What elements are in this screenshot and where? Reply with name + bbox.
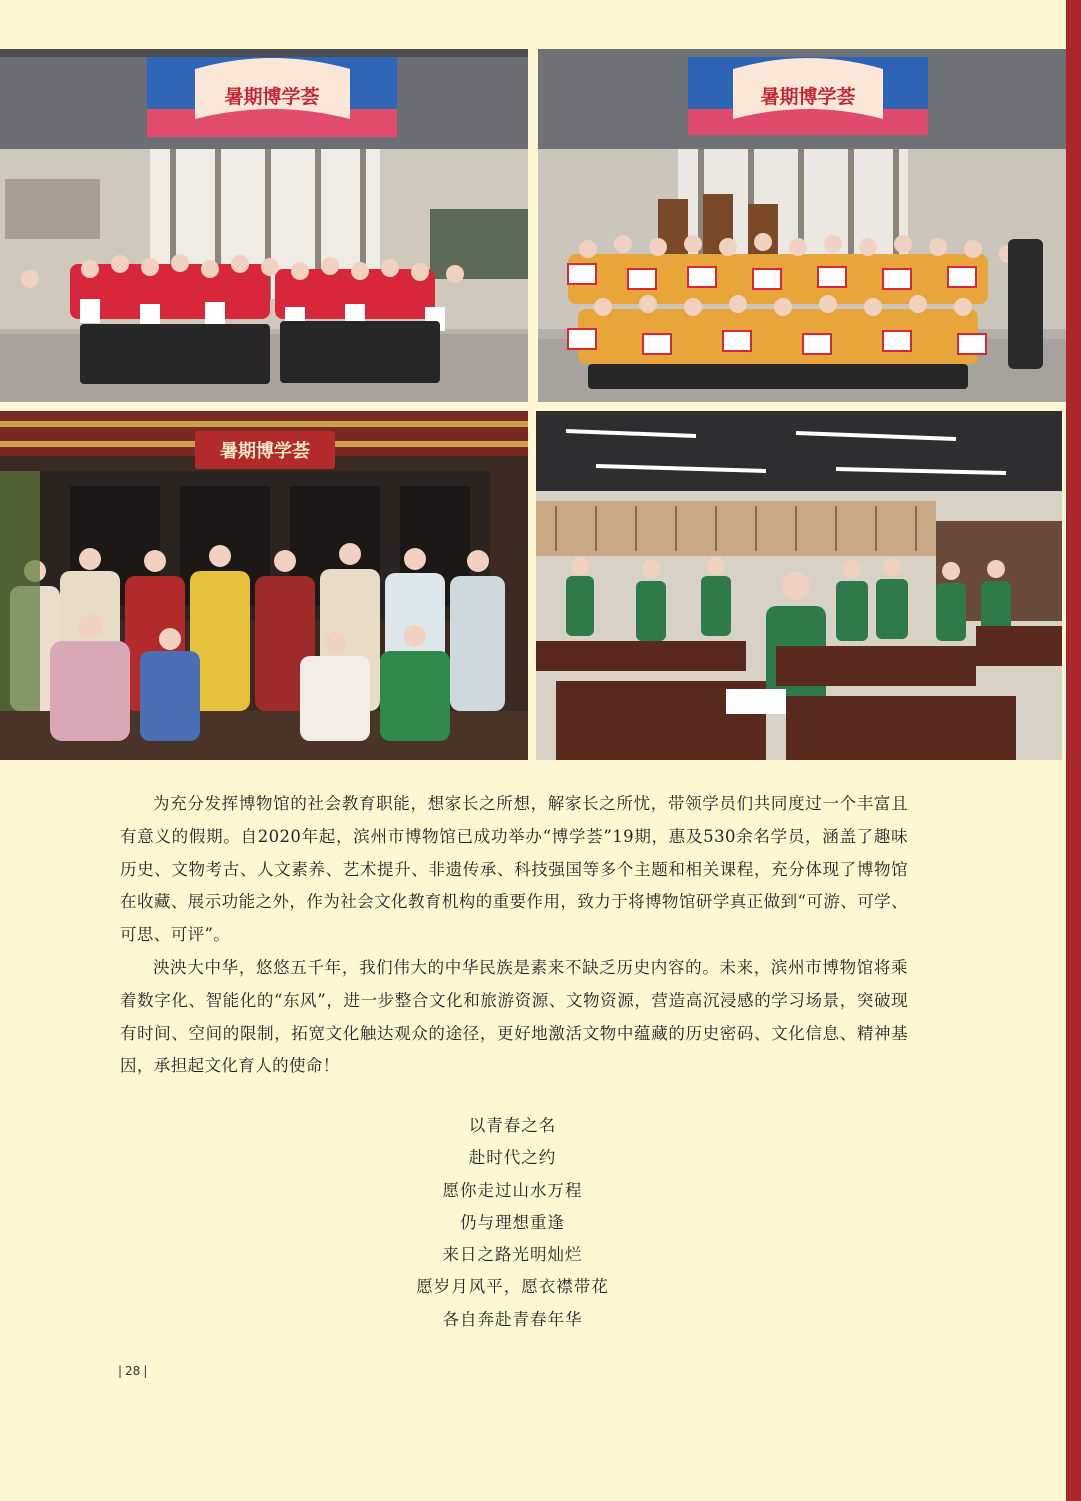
poem-line: 来日之路光明灿烂 — [442, 1245, 583, 1265]
poem-line: 愿你走过山水万程 — [442, 1180, 583, 1200]
page-number — [118, 1364, 147, 1378]
paragraph: 泱泱大中华，悠悠五千年，我们伟大的中华民族是素来不缺乏历史内容的。未来，滨州市博物馆将乘着数字化、智能化的“东风”，进一步整合文化和旅游资源、文物资源，营造高沉浸感的学习场景，突破现有时间、空间的限制，拓宽文化触达观众的途径，更好地激活文物中蕴藏的历史密码、文化信息、精神基因，承担起文化育人的使命！ — [120, 957, 908, 1076]
poem-line: 各自奔赴青春年华 — [442, 1309, 583, 1329]
hanfu-costume-group — [0, 411, 528, 760]
poem-line: 以青春之名 — [468, 1116, 557, 1135]
paragraph: 为充分发挥博物馆的社会教育职能，想家长之所想，解家长之所忧，带领学员们共同度过一个丰富且有意义的假期。自2020年起，滨州市博物馆已成功举办“博学荟”19期，惠及530余名学员，涵盖了趣味历史、文物考古、人文素养、艺术提升、非遗传承、科技强国等多个主题和相关课程，充分体现了博物馆在收藏、展示功能之外，作为社会文化教育机构的重要作用，致力于将博物馆研学真正做到“可游、可学、可思、可评”。 — [120, 794, 908, 945]
banner-text: 暑期博学荟 — [760, 86, 856, 108]
poem-line: 仍与理想重逢 — [460, 1212, 565, 1232]
page-number-value: 28 — [125, 1364, 141, 1378]
poem-line: 赴时代之约 — [468, 1148, 557, 1168]
banner-text: 暑期博学荟 — [224, 86, 320, 108]
group-photo-red-shirts — [0, 49, 528, 402]
poem-line: 愿岁月风平，愿衣襟带花 — [416, 1277, 609, 1297]
page-number-divider: | — [143, 1364, 148, 1378]
page-edge-bar — [1066, 0, 1081, 1501]
group-photo-yellow-shirts — [538, 49, 1066, 402]
banner-text: 暑期博学荟 — [220, 441, 310, 462]
classroom-green-vests — [536, 411, 1062, 760]
poem — [300, 1110, 725, 1336]
page-number-divider: | — [118, 1364, 123, 1378]
body-text — [120, 788, 908, 1083]
